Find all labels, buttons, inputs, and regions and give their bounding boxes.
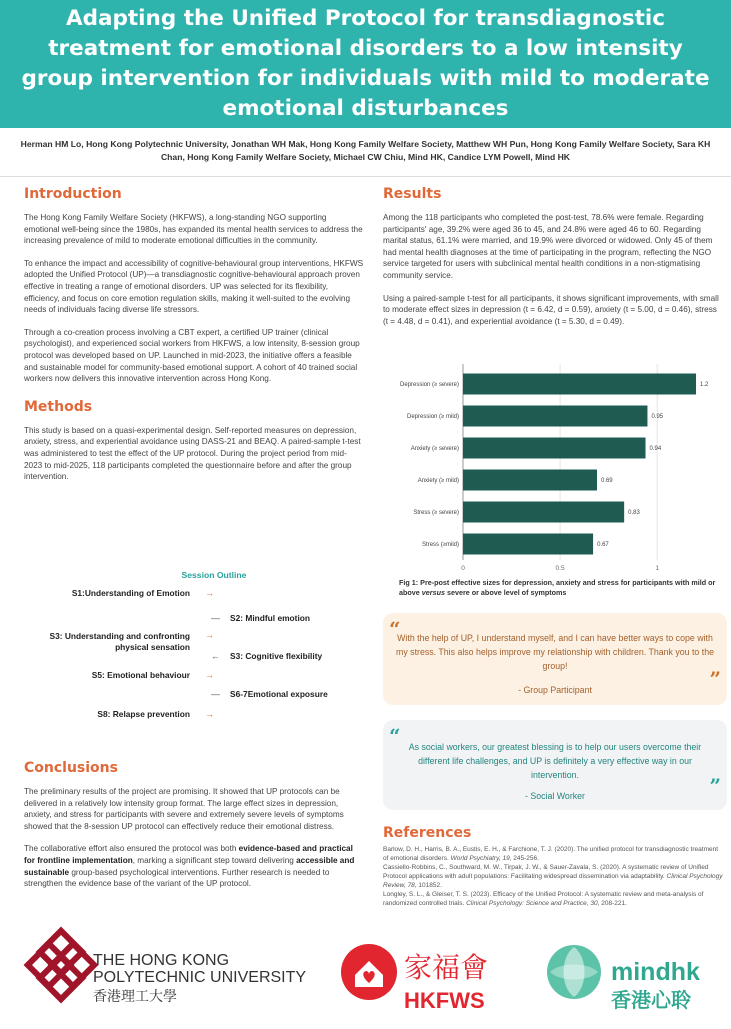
ref3-c: , 208-221. [597, 900, 627, 907]
value-label: 0.69 [600, 478, 613, 485]
category-label: Depression (≥ severe) [400, 382, 459, 389]
conclusions-p2 [24, 843, 364, 889]
ref3-a: Longley, S. L., & Gleiser, T. S. (2023). Efficacy of the Unified Protocol: A systematic review and meta-analysis of randomized controlled trials. [383, 891, 704, 907]
effect-size-chart [383, 362, 728, 572]
ref1-b: World Psychiatry, 19 [450, 855, 510, 862]
arrow-right-icon: → [205, 709, 214, 719]
caption-b: versus [421, 588, 445, 597]
authors: Herman HM Lo, Hong Kong Polytechnic University, Jonathan WH Mak, Hong Kong Family Welfare Society, Matthew WH Pun, Hong Kong Family Welfare Society, Sara KH Chan, Hong Kong Family Welfare Society, Michael CW Chiu, Mind HK, Candice LYM Powell, Mind HK [20, 139, 711, 162]
hkfws-english: HKFWS [404, 988, 485, 1013]
quote-card-social-worker [383, 720, 727, 810]
value-label: 1.2 [700, 382, 709, 389]
quote-text: As social workers, our greatest blessing is to help our users overcome their different life challenges, and UP is definitely a very effective way in our intervention. [408, 742, 702, 780]
title-banner [0, 0, 731, 128]
hkfws-chinese: 家福會 [404, 952, 489, 983]
bar [463, 470, 597, 491]
ref1-c: , 245-256. [509, 855, 539, 862]
logos-svg [0, 925, 731, 1024]
hkfws-logo-icon [341, 944, 397, 1000]
methods-p1: This study is based on a quasi-experimental design. Self-reported measures on depression, anxiety, stress, and experiential avoidance using DASS-21 and BEAQ. A paired-sample t-test was administered to test the effect of the UP protocol. During the project period from mid-2023 to mid-2025, 118 participants completed the questionnaire before and after the group intervention. [24, 425, 361, 482]
references-heading: References [383, 825, 472, 841]
reference-2 [383, 863, 723, 890]
dash-icon: — [211, 689, 220, 699]
x-tick-label: 0 [461, 565, 465, 572]
introduction-heading: Introduction [24, 186, 122, 202]
introduction-p2: To enhance the impact and accessibility of cognitive-behavioural group interventions, HKFWS adopted the Unified Protocol (UP)—a transdiagnostic cognitive-behavioural approach proven effective in treating a range of emotional disorders. UP was selected for its flexibility, efficiency, and focus on core emotion regulation skills, making it well-suited to the evolving needs of individuals facing diverse life stressors. [24, 258, 364, 315]
divider [0, 176, 731, 177]
conclusions-p2-a: The collaborative effort also ensured the protocol was both [24, 844, 239, 854]
conclusions-p2-e: group-based psychological interventions. Further research is needed to strengthen the evidence base of the variant of the UP protocol. [24, 867, 330, 889]
value-label: 0.94 [649, 446, 662, 453]
quote-attribution: - Social Worker [525, 791, 585, 801]
polyu-line1: THE HONG KONG [93, 952, 230, 969]
right-column [383, 186, 723, 338]
methods-heading: Methods [24, 398, 93, 415]
caption-a: Fig 1: Pre-post effective sizes for depression, anxiety and stress for participants with mild or above [399, 578, 716, 597]
mindhk-chinese: 香港心聆 [611, 990, 691, 1012]
caption-c: severe or above level of symptoms [444, 588, 567, 597]
close-quote-icon: ” [709, 667, 721, 691]
conclusions-p2-c: , marking a significant step toward delivering [132, 855, 297, 865]
ref2-b: Clinical Psychology Review, 78 [383, 873, 723, 889]
reference-3 [383, 890, 723, 908]
quote-card-participant [383, 613, 727, 705]
ref2-c: , 101852. [414, 882, 442, 889]
logo-bar [0, 925, 731, 1024]
polyu-line3: 香港理工大學 [93, 988, 177, 1004]
value-label: 0.67 [597, 542, 609, 549]
session-6: S6-7Emotional exposure [230, 689, 328, 699]
polyu-line2: POLYTECHNIC UNIVERSITY [93, 969, 307, 986]
bar [463, 374, 696, 395]
dash-icon: — [211, 613, 220, 623]
bar [463, 406, 647, 427]
quote-attribution: - Group Participant [518, 685, 592, 695]
session-2: S2: Mindful emotion [230, 613, 311, 623]
close-quote-icon: ” [709, 774, 721, 798]
bar [463, 534, 593, 555]
x-tick-label: 0.5 [555, 565, 565, 572]
x-tick-label: 1 [655, 565, 659, 572]
arrow-right-icon: → [205, 630, 214, 640]
category-label: Stress (≥mild) [422, 542, 459, 549]
arrow-left-icon: ← [211, 651, 220, 661]
open-quote-icon: “ [389, 724, 401, 748]
session-8: S8: Relapse prevention [97, 709, 190, 719]
session-1: S1:Understanding of Emotion [71, 588, 190, 598]
arrow-right-icon: → [205, 588, 214, 598]
poster-title: Adapting the Unified Protocol for transdiagnostic treatment for emotional disorders to a low intensity group intervention for individuals with mild to moderate emotional disturbances [21, 6, 710, 121]
bar [463, 438, 646, 459]
session-5: S5: Emotional behaviour [91, 670, 190, 680]
introduction-p3: Through a co-creation process involving a CBT expert, a certified UP trainer (clinical psychologist), and experienced social workers from HKFWS, a low intensity, 8-session group protocol was developed based on UP. Launched in mid-2023, the initiative offers a feasible and sustainable model for community-based emotional support. A cohort of 40 trained social workers now delivers this innovative intervention across Hong Kong. [24, 327, 360, 384]
category-label: Depression (≥ mild) [407, 414, 459, 421]
conclusions-p2-d: accessible and sustainable [24, 855, 355, 877]
references-list [383, 845, 723, 908]
category-label: Anxiety (≥ severe) [410, 446, 459, 453]
quote-text: With the help of UP, I understand myself, and I can have better ways to cope with my stress. This also helps improve my relationship with children. Thank you to the group! [396, 633, 714, 671]
left-column [24, 186, 364, 494]
session-outline-title: Session Outline [181, 570, 247, 580]
ref2-a: Cassiello-Robbins, C., Southward, M. W., Tirpak, J. W., & Sauer-Zavala, S. (2020). A systematic review of Unified Protocol applications with adult populations: Facilitating widespread dissemination via adaptability. [383, 864, 709, 880]
session-4: S3: Cognitive flexibility [230, 651, 323, 661]
results-heading: Results [383, 186, 442, 202]
mindhk-english: mindhk [611, 958, 700, 986]
bar [463, 502, 624, 523]
arrow-right-icon: → [205, 670, 214, 680]
ref3-b: Clinical Psychology: Science and Practice, 30 [466, 900, 598, 907]
conclusions-section [24, 760, 364, 901]
reference-1 [383, 845, 723, 863]
results-p2: Using a paired-sample t-test for all participants, it shows significant improvements, with small to moderate effect sizes in depression (t = 6.42, d = 0.59), anxiety (t = 5.00, d = 0.46), stress (t = 4.48, d = 0.41), and experiential avoidance (t = 5.30, d = 0.49). [383, 293, 719, 326]
category-label: Anxiety (≥ mild) [417, 478, 459, 485]
conclusions-p1: The preliminary results of the project are promising. It showed that UP protocols can be delivered in a relatively low intensity group format. The large effect sizes in depression, anxiety, and stress for participants with severe and extremely severe levels of symptoms showed that the 8-session UP protocol can effectively reduce their emotional distress. [24, 787, 344, 831]
session-3: S3: Understanding and confronting physical sensation [49, 631, 190, 652]
value-label: 0.83 [628, 510, 640, 517]
conclusions-heading: Conclusions [24, 760, 118, 776]
results-p1: Among the 118 participants who completed the post-test, 78.6% were female. Regarding participants' age, 39.2% were aged 36 to 45, and 24.8% were aged 46 to 60. Regarding marital status, 61.1% were married, and 19.9% were divorced or widowed. Only 45 of them had mental health diagnoses at the time of participating in the program, reflecting the NGO service targeted for users with subclinical mental health conditions in a non-stigmatising community service. [383, 213, 713, 280]
open-quote-icon: “ [389, 617, 401, 641]
figure-caption [399, 578, 719, 598]
value-label: 0.95 [651, 414, 664, 421]
polyu-logo-icon [28, 931, 94, 999]
ref1-a: Barlow, D. H., Harris, B. A., Eustis, E. H., & Farchione, T. J. (2020). The unified protocol for transdiagnostic treatment of emotional disorders. [383, 846, 719, 862]
introduction-p1: The Hong Kong Family Welfare Society (HKFWS), a long-standing NGO supporting emotional well-being since the 1980s, has expanded its mental health services to address the increasing prevalence of mild to moderate emotional difficulties in the community. [24, 213, 363, 246]
category-label: Stress (≥ severe) [413, 510, 459, 517]
mindhk-logo-icon [547, 945, 601, 999]
conclusions-p2-b: evidence-based and practical for frontline implementation [24, 844, 353, 865]
